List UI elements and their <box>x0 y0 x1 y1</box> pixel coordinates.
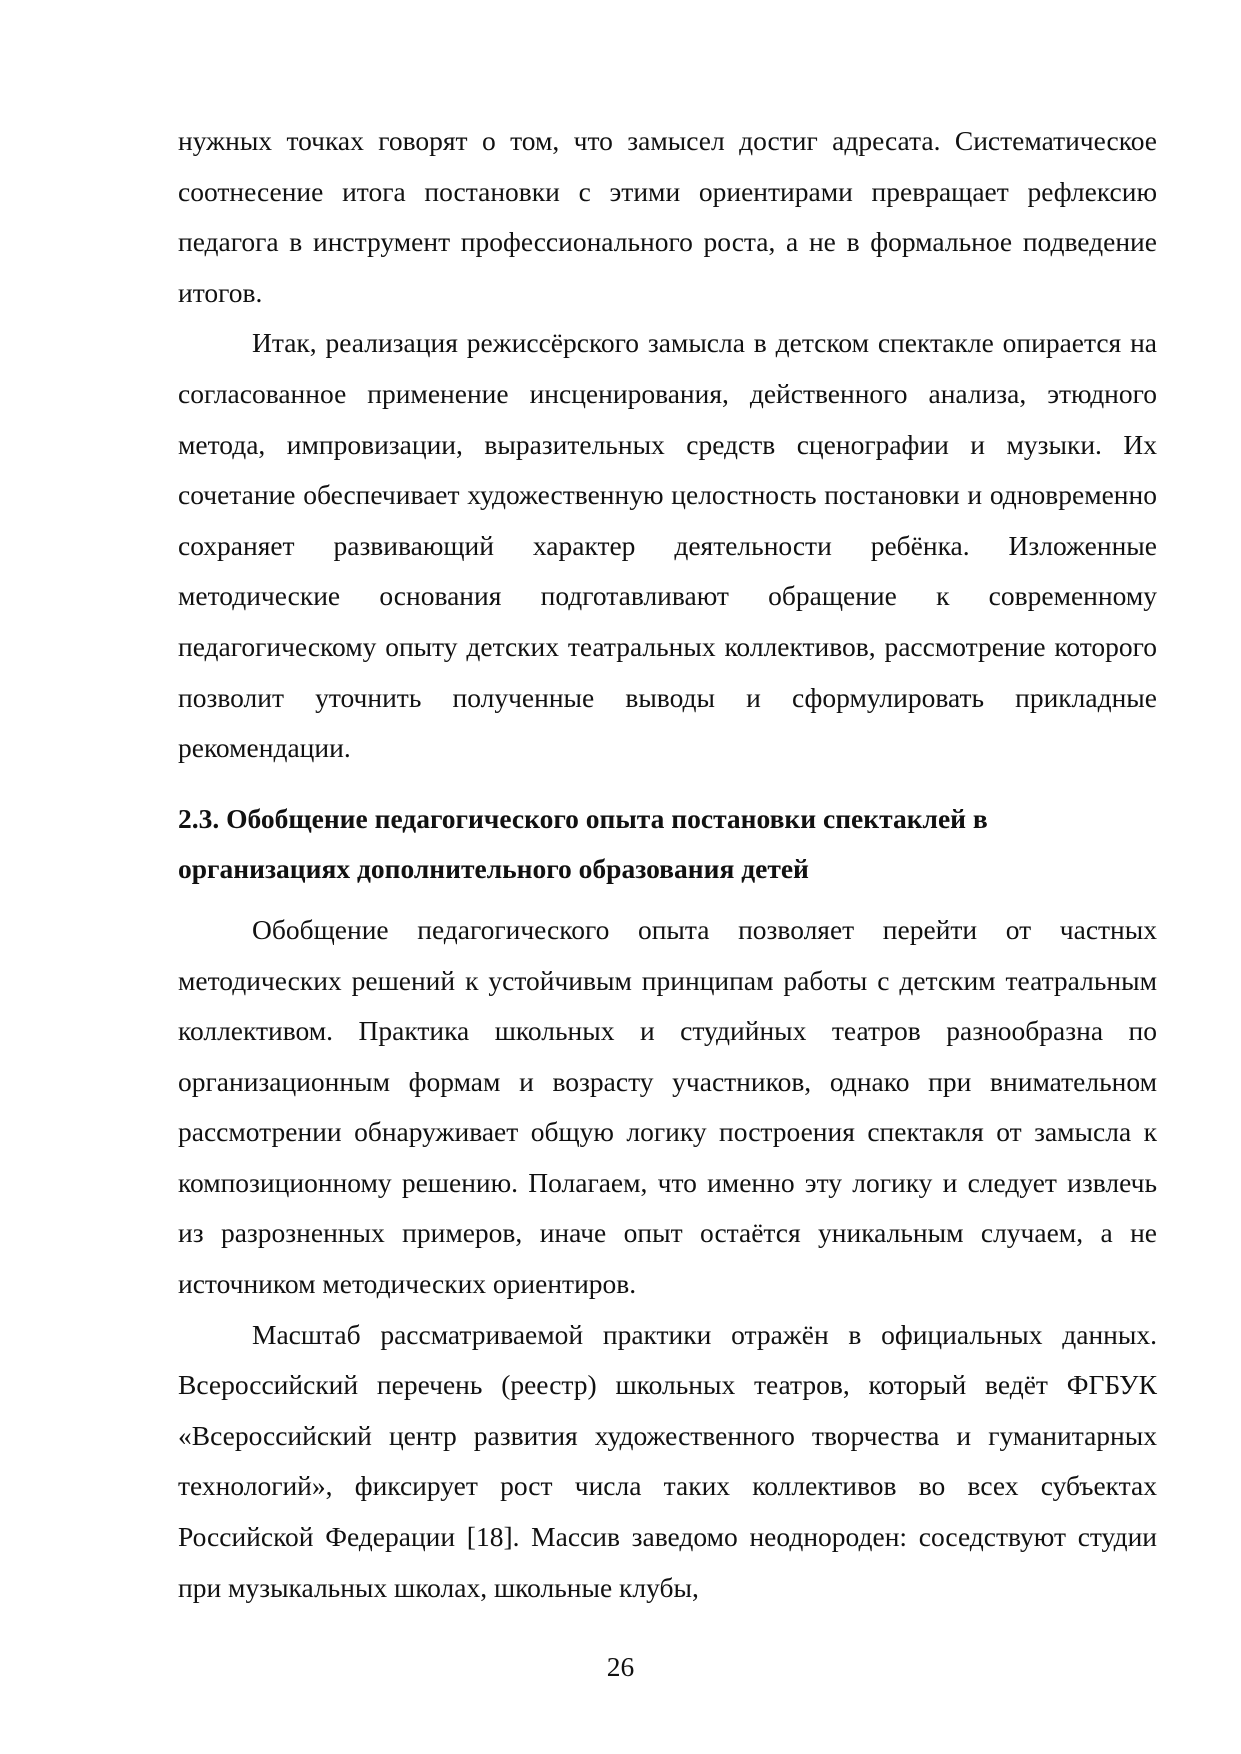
paragraph-continued: нужных точках говорят о том, что замысел достиг адресата. Систематическое соотнесение итога постановки с этими ориентирами превращает рефлексию педагога в инструмент профессионального роста, а не в формальное подведение итогов. <box>178 125 1157 308</box>
section-heading: 2.3. Обобщение педагогического опыта постановки спектаклей в организациях дополнительного образования детей <box>178 802 988 885</box>
paragraph-generalization: Обобщение педагогического опыта позволяет перейти от частных методических решений к устойчивым принципам работы с детским театральным коллективом. Практика школьных и студийных театров разнообразна по организационным формам и возрасту участников, однако при внимательном рассмотрении обнаруживает общую логику построения спектакля от замысла к композиционному решению. Полагаем, что именно эту логику и следует извлечь из разрозненных примеров, иначе опыт остаётся уникальным случаем, а не источником методических ориентиров. <box>178 913 1157 1300</box>
page-content <box>178 116 1157 1613</box>
paragraph-summary: Итак, реализация режиссёрского замысла в детском спектакле опирается на согласованное применение инсценирования, действенного анализа, этюдного метода, импровизации, выразительных средств сценографии и музыки. Их сочетание обеспечивает художественную целостность постановки и одновременно сохраняет развивающий характер деятельности ребёнка. Изложенные методические основания подготавливают обращение к современному педагогическому опыту детских театральных коллективов, рассмотрение которого позволит уточнить полученные выводы и сформулировать прикладные рекомендации. <box>178 327 1157 764</box>
page-number: 26 <box>606 1651 635 1682</box>
paragraph-scale: Масштаб рассматриваемой практики отражён в официальных данных. Всероссийский перечень (реестр) школьных театров, который ведёт ФГБУК «Всероссийский центр развития художественного творчества и гуманитарных технологий», фиксирует рост числа таких коллективов во всех субъектах Российской Федерации [18]. Массив заведомо неоднороден: соседствуют студии при музыкальных школах, школьные клубы, <box>178 1318 1157 1603</box>
